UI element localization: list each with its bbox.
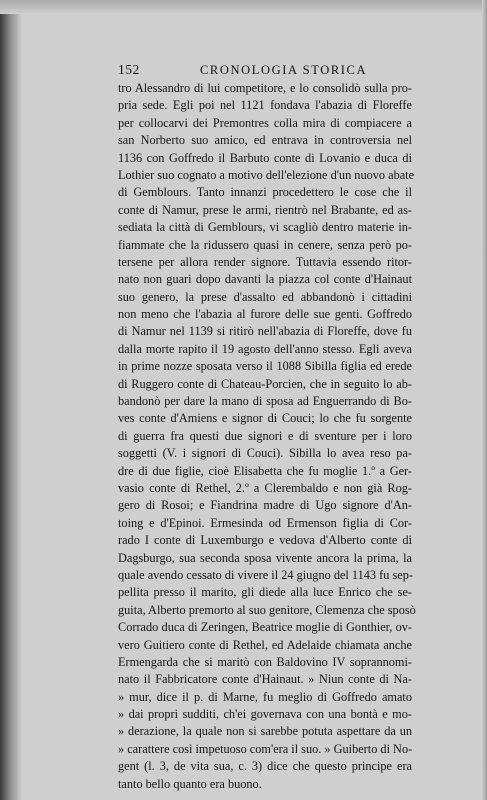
text-line: ves conte d'Amiens e signor di Couci; lo che fu sorgente: [118, 411, 412, 426]
text-line: » dai propri sudditi, ch'ei governava con una bontà e mo-: [118, 707, 412, 722]
running-title: CRONOLOGIA STORICA: [200, 63, 368, 77]
text-line: di Gemblours. Tanto innanzi procedettero le cose che il: [118, 185, 412, 200]
text-line: Dagsburgo, sua seconda sposa vivente ancora la prima, la: [118, 550, 412, 565]
text-line: di guerra fra questi due signori e di sventure per i loro: [118, 428, 412, 443]
text-line: tro Alessandro di lui competitore, e lo consolidò sulla pro-: [118, 81, 412, 95]
text-line: tanto bello quanto era buono.: [118, 776, 262, 791]
text-line: pellita presso il marito, gli diede alla luce Enrico che se-: [118, 585, 412, 600]
text-line: di Ruggero conte di Chateau-Porcien, che in seguito lo ab-: [118, 376, 412, 391]
text-line: di Namur nel 1139 si ritirò nell'abazia di Floreffe, dove fu: [118, 324, 412, 339]
text-line: vasio conte di Rethel, 2.º a Clerembaldo e non già Rog-: [118, 480, 412, 495]
text-line: suo genero, la prese d'assalto ed abbandonò i cittadini: [118, 289, 412, 304]
text-line: in prime nozze sposata verso il 1088 Sibilla figlia ed erede: [118, 359, 412, 374]
text-line: dre di due figlie, cioè Elisabetta che fu moglie 1.º a Ger-: [118, 463, 412, 478]
text-line: per collocarvi dei Premontres colla mira di compiacere a: [118, 115, 412, 130]
page-header: [118, 62, 412, 82]
page-number: 152: [118, 62, 140, 77]
text-line: pria sede. Egli poi nel 1121 fondava l'abazia di Floreffe: [118, 98, 412, 113]
text-line: toing e d'Epinoi. Ermesinda od Ermenson figlia di Cor-: [118, 515, 412, 530]
text-line: » derazione, la quale non si sarebbe potuta aspettare da un: [118, 724, 412, 739]
text-line: nato il Fabbricatore conte d'Hainaut. » Niun conte di Na-: [118, 672, 412, 687]
page-top-shadow: [0, 0, 487, 14]
text-line: conte di Namur, prese le armi, rientrò nel Brabante, ed as-: [118, 202, 412, 217]
page-gutter-shadow: [0, 0, 22, 800]
page-right-edge: [482, 0, 487, 800]
text-line: bandonò per dare la mano di sposa ad Enguerrando di Bo-: [118, 394, 412, 409]
text-line: sediata la città di Gemblours, vi scagliò dentro materie in-: [118, 220, 412, 235]
body-text: [118, 80, 416, 793]
text-line: gent (l. 3, de vita sua, c. 3) dice che questo principe era: [118, 759, 412, 774]
text-line: dalla morte rapito il 19 agosto dell'anno stesso. Egli aveva: [118, 341, 412, 356]
text-line: guita, Alberto premorto al suo genitore, Clemenza che sposò: [118, 602, 416, 617]
text-line: tersene per allora render signore. Tuttavia essendo ritor-: [118, 254, 412, 269]
text-line: quale avendo cessato di vivere il 24 giugno del 1143 fu sep-: [118, 567, 413, 582]
text-line: san Norberto suo amico, ed entrava in controversia nel: [118, 133, 412, 148]
text-line: Ermengarda che si maritò con Baldovino IV soprannomi-: [118, 654, 412, 669]
text-line: rado I conte di Luxemburgo e vedova d'Alberto conte di: [118, 533, 412, 548]
text-line: vero Guitiero conte di Rethel, ed Adelaide chiamata anche: [118, 637, 412, 652]
text-line: Lothier suo cognato a motivo dell'elezione d'un nuovo abate: [118, 167, 415, 182]
text-line: soggetti (V. i signori di Couci). Sibilla lo avea reso pa-: [118, 446, 412, 461]
text-line: Corrado duca di Zeringen, Beatrice moglie di Gonthier, ov-: [118, 620, 412, 635]
text-line: fiammate che la ridussero quasi in cenere, senza però po-: [118, 237, 412, 252]
text-line: 1136 con Goffredo il Barbuto conte di Lovanio e duca di: [118, 150, 412, 165]
text-line: » mur, dice il p. di Marne, fu meglio di Goffredo amato: [118, 689, 412, 704]
text-line: nato non guari dopo davanti la piazza col conte d'Hainaut: [118, 272, 412, 287]
text-line: » carattere così impetuoso com'era il suo. » Guiberto di No-: [118, 741, 413, 756]
text-line: gero di Rosoi; e Fiandrina madre di Ugo signore d'An-: [118, 498, 412, 513]
text-line: non meno che l'abazia al furore delle sue genti. Goffredo: [118, 307, 412, 322]
